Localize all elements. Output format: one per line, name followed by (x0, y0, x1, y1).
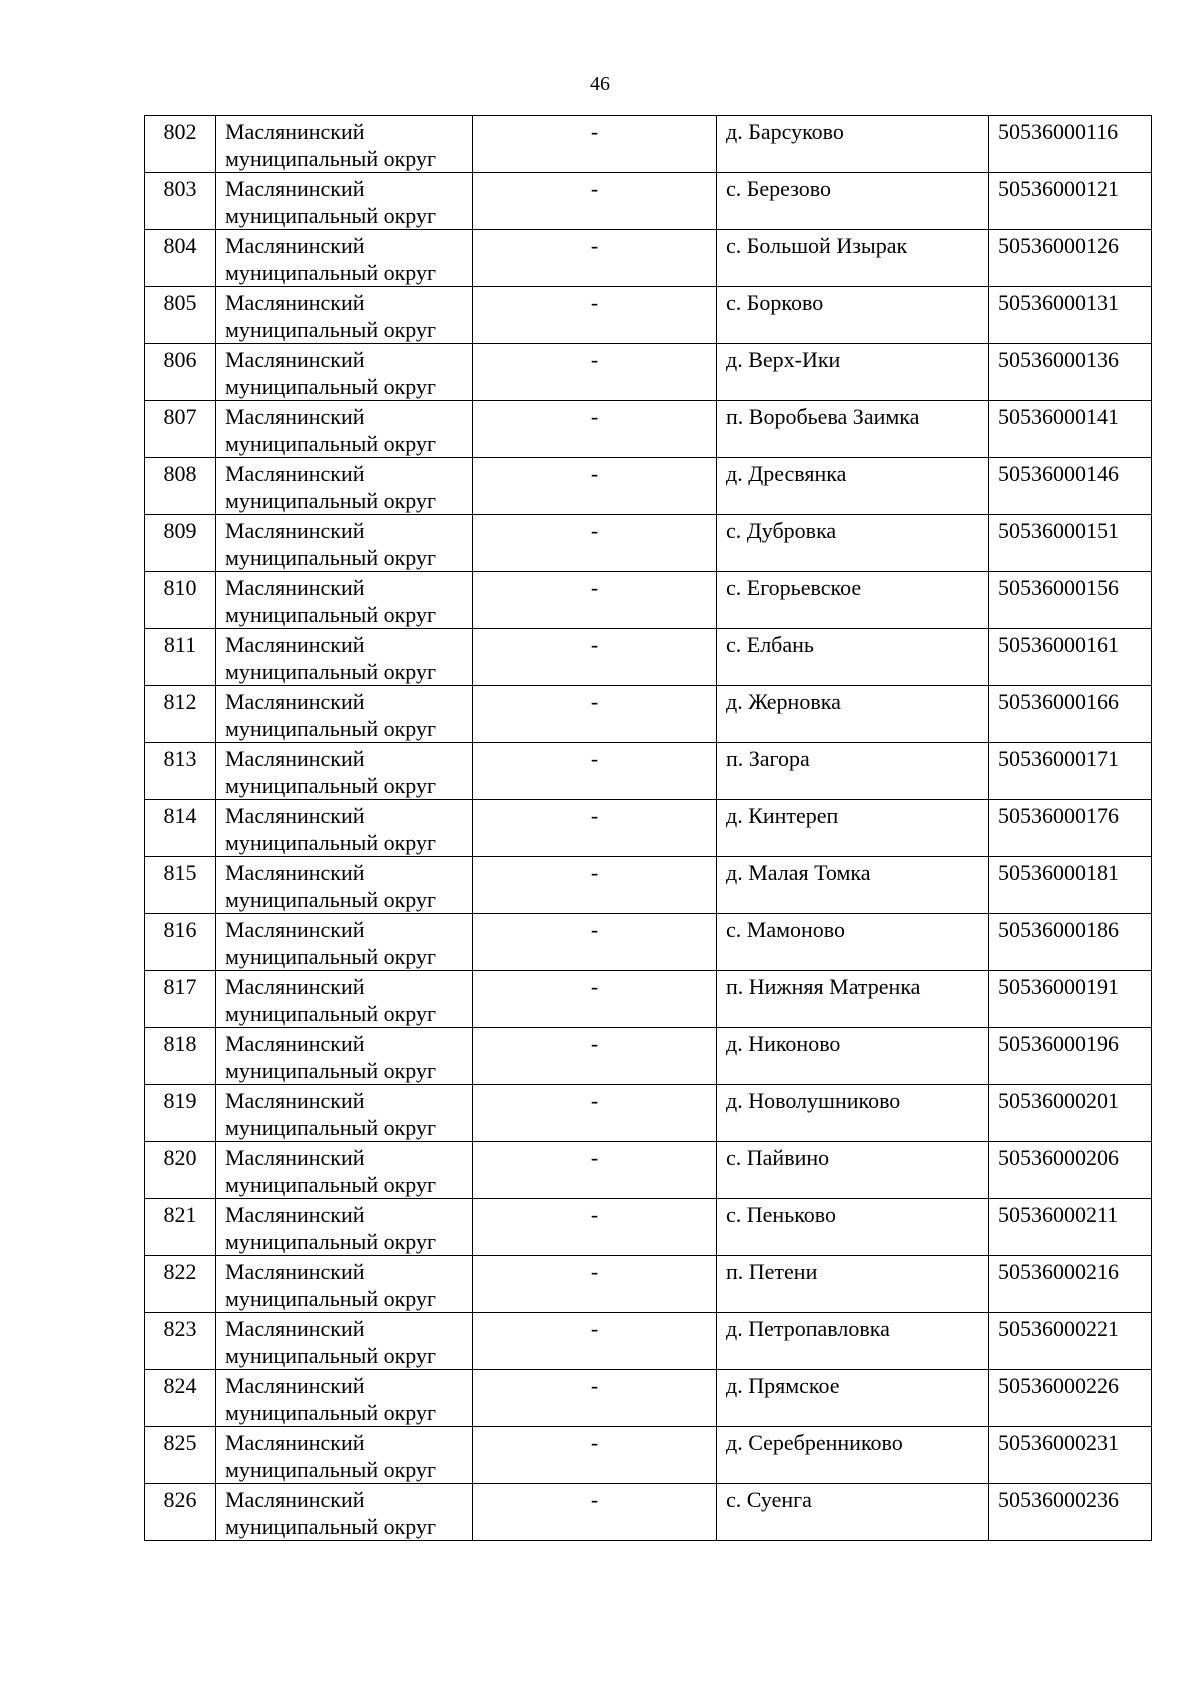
locality-cell: с. Дубровка (717, 515, 989, 572)
district-cell (216, 173, 473, 230)
settlement-cell: - (473, 1370, 717, 1427)
locality-cell: п. Петени (717, 1256, 989, 1313)
locality-cell: д. Барсуково (717, 116, 989, 173)
row-number-cell: 824 (145, 1370, 216, 1427)
district-line: муниципальный округ (225, 1058, 437, 1083)
oktmo-code-cell: 50536000161 (989, 629, 1152, 686)
district-cell (216, 686, 473, 743)
district-line: Маслянинский (225, 860, 365, 885)
table-row (145, 1427, 1152, 1484)
locality-cell: д. Верх-Ики (717, 344, 989, 401)
locality-cell: п. Нижняя Матренка (717, 971, 989, 1028)
locality-cell: с. Большой Изырак (717, 230, 989, 287)
locality-cell: с. Березово (717, 173, 989, 230)
district-cell (216, 458, 473, 515)
table-row (145, 458, 1152, 515)
district-line: Маслянинский (225, 974, 365, 999)
oktmo-code-cell: 50536000216 (989, 1256, 1152, 1313)
district-line: муниципальный округ (225, 1514, 437, 1539)
locality-cell: с. Егорьевское (717, 572, 989, 629)
district-line: Маслянинский (225, 1316, 365, 1341)
district-line: Маслянинский (225, 1430, 365, 1455)
oktmo-code-cell: 50536000171 (989, 743, 1152, 800)
row-number-cell: 820 (145, 1142, 216, 1199)
row-number-cell: 804 (145, 230, 216, 287)
district-line: муниципальный округ (225, 1229, 437, 1254)
table-row (145, 857, 1152, 914)
row-number-cell: 819 (145, 1085, 216, 1142)
district-line: Маслянинский (225, 290, 365, 315)
row-number-cell: 813 (145, 743, 216, 800)
district-line: муниципальный округ (225, 545, 437, 570)
district-line: муниципальный округ (225, 1343, 437, 1368)
oktmo-code-cell: 50536000166 (989, 686, 1152, 743)
district-cell (216, 1313, 473, 1370)
district-line: муниципальный округ (225, 146, 437, 171)
table-row (145, 230, 1152, 287)
table-row (145, 1028, 1152, 1085)
locality-cell: д. Дресвянка (717, 458, 989, 515)
row-number-cell: 822 (145, 1256, 216, 1313)
table-row (145, 1199, 1152, 1256)
settlement-cell: - (473, 458, 717, 515)
table-row (145, 1313, 1152, 1370)
row-number-cell: 808 (145, 458, 216, 515)
locality-cell: с. Мамоново (717, 914, 989, 971)
table-row (145, 344, 1152, 401)
settlement-cell: - (473, 116, 717, 173)
row-number-cell: 823 (145, 1313, 216, 1370)
district-line: муниципальный округ (225, 260, 437, 285)
locality-cell: д. Серебренниково (717, 1427, 989, 1484)
table-row (145, 401, 1152, 458)
district-line: Маслянинский (225, 917, 365, 942)
district-cell (216, 857, 473, 914)
row-number-cell: 817 (145, 971, 216, 1028)
district-line: муниципальный округ (225, 1400, 437, 1425)
district-cell (216, 116, 473, 173)
district-line: муниципальный округ (225, 1001, 437, 1026)
district-cell (216, 515, 473, 572)
settlement-cell: - (473, 1313, 717, 1370)
district-line: муниципальный округ (225, 374, 437, 399)
district-line: муниципальный округ (225, 1172, 437, 1197)
row-number-cell: 816 (145, 914, 216, 971)
locality-cell: д. Новолушниково (717, 1085, 989, 1142)
district-cell (216, 1256, 473, 1313)
oktmo-code-cell: 50536000206 (989, 1142, 1152, 1199)
settlement-cell: - (473, 1484, 717, 1541)
oktmo-code-cell: 50536000176 (989, 800, 1152, 857)
page-number: 46 (590, 73, 610, 95)
table-row (145, 629, 1152, 686)
settlement-cell: - (473, 1085, 717, 1142)
table-row (145, 116, 1152, 173)
district-line: Маслянинский (225, 233, 365, 258)
locality-cell: д. Кинтереп (717, 800, 989, 857)
oktmo-code-cell: 50536000236 (989, 1484, 1152, 1541)
table-row (145, 287, 1152, 344)
district-line: Маслянинский (225, 1202, 365, 1227)
settlement-cell: - (473, 344, 717, 401)
oktmo-code-cell: 50536000226 (989, 1370, 1152, 1427)
locality-cell: д. Прямское (717, 1370, 989, 1427)
settlement-cell: - (473, 230, 717, 287)
table-row (145, 1142, 1152, 1199)
district-cell (216, 1085, 473, 1142)
district-line: муниципальный округ (225, 944, 437, 969)
oktmo-code-cell: 50536000121 (989, 173, 1152, 230)
district-line: муниципальный округ (225, 716, 437, 741)
district-cell (216, 743, 473, 800)
row-number-cell: 812 (145, 686, 216, 743)
district-cell (216, 800, 473, 857)
oktmo-code-cell: 50536000131 (989, 287, 1152, 344)
oktmo-code-cell: 50536000221 (989, 1313, 1152, 1370)
row-number-cell: 807 (145, 401, 216, 458)
locality-cell: д. Малая Томка (717, 857, 989, 914)
district-line: муниципальный округ (225, 1115, 437, 1140)
settlement-cell: - (473, 401, 717, 458)
settlement-cell: - (473, 515, 717, 572)
district-line: муниципальный округ (225, 659, 437, 684)
district-line: Маслянинский (225, 1259, 365, 1284)
oktmo-code-cell: 50536000141 (989, 401, 1152, 458)
settlement-cell: - (473, 629, 717, 686)
oktmo-code-cell: 50536000136 (989, 344, 1152, 401)
oktmo-code-cell: 50536000181 (989, 857, 1152, 914)
registry-table (144, 115, 1152, 1541)
district-line: муниципальный округ (225, 887, 437, 912)
row-number-cell: 811 (145, 629, 216, 686)
row-number-cell: 805 (145, 287, 216, 344)
settlement-cell: - (473, 743, 717, 800)
district-cell (216, 344, 473, 401)
settlement-cell: - (473, 1427, 717, 1484)
district-line: Маслянинский (225, 1145, 365, 1170)
row-number-cell: 821 (145, 1199, 216, 1256)
locality-cell: д. Никоново (717, 1028, 989, 1085)
district-line: муниципальный округ (225, 488, 437, 513)
table-row (145, 800, 1152, 857)
settlement-cell: - (473, 800, 717, 857)
row-number-cell: 806 (145, 344, 216, 401)
district-line: Маслянинский (225, 1031, 365, 1056)
district-cell (216, 914, 473, 971)
table-row (145, 1085, 1152, 1142)
oktmo-code-cell: 50536000201 (989, 1085, 1152, 1142)
oktmo-code-cell: 50536000196 (989, 1028, 1152, 1085)
district-line: муниципальный округ (225, 602, 437, 627)
settlement-cell: - (473, 857, 717, 914)
locality-cell: с. Пайвино (717, 1142, 989, 1199)
row-number-cell: 826 (145, 1484, 216, 1541)
district-line: Маслянинский (225, 461, 365, 486)
district-line: Маслянинский (225, 404, 365, 429)
district-line: муниципальный округ (225, 1286, 437, 1311)
locality-cell: д. Петропавловка (717, 1313, 989, 1370)
oktmo-code-cell: 50536000151 (989, 515, 1152, 572)
oktmo-code-cell: 50536000116 (989, 116, 1152, 173)
oktmo-code-cell: 50536000156 (989, 572, 1152, 629)
registry-table-body (145, 116, 1152, 1541)
district-line: Маслянинский (225, 119, 365, 144)
district-cell (216, 1199, 473, 1256)
district-cell (216, 629, 473, 686)
row-number-cell: 809 (145, 515, 216, 572)
district-line: Маслянинский (225, 632, 365, 657)
district-line: Маслянинский (225, 803, 365, 828)
settlement-cell: - (473, 572, 717, 629)
oktmo-code-cell: 50536000126 (989, 230, 1152, 287)
district-line: Маслянинский (225, 689, 365, 714)
district-cell (216, 1427, 473, 1484)
district-line: Маслянинский (225, 518, 365, 543)
oktmo-code-cell: 50536000231 (989, 1427, 1152, 1484)
oktmo-code-cell: 50536000211 (989, 1199, 1152, 1256)
table-row (145, 515, 1152, 572)
district-cell (216, 230, 473, 287)
table-row (145, 971, 1152, 1028)
row-number-cell: 818 (145, 1028, 216, 1085)
district-cell (216, 1370, 473, 1427)
locality-cell: с. Суенга (717, 1484, 989, 1541)
settlement-cell: - (473, 1199, 717, 1256)
row-number-cell: 815 (145, 857, 216, 914)
district-cell (216, 401, 473, 458)
row-number-cell: 803 (145, 173, 216, 230)
district-line: Маслянинский (225, 1487, 365, 1512)
oktmo-code-cell: 50536000186 (989, 914, 1152, 971)
settlement-cell: - (473, 287, 717, 344)
district-line: Маслянинский (225, 347, 365, 372)
table-row (145, 1484, 1152, 1541)
locality-cell: с. Елбань (717, 629, 989, 686)
oktmo-code-cell: 50536000146 (989, 458, 1152, 515)
district-line: муниципальный округ (225, 773, 437, 798)
district-line: муниципальный округ (225, 317, 437, 342)
district-line: муниципальный округ (225, 830, 437, 855)
row-number-cell: 825 (145, 1427, 216, 1484)
settlement-cell: - (473, 1028, 717, 1085)
locality-cell: с. Борково (717, 287, 989, 344)
settlement-cell: - (473, 173, 717, 230)
district-cell (216, 1028, 473, 1085)
district-line: муниципальный округ (225, 1457, 437, 1482)
table-row (145, 686, 1152, 743)
row-number-cell: 810 (145, 572, 216, 629)
locality-cell: п. Загора (717, 743, 989, 800)
district-line: муниципальный округ (225, 431, 437, 456)
settlement-cell: - (473, 1256, 717, 1313)
district-cell (216, 287, 473, 344)
district-line: Маслянинский (225, 1088, 365, 1113)
settlement-cell: - (473, 971, 717, 1028)
locality-cell: д. Жерновка (717, 686, 989, 743)
district-line: Маслянинский (225, 176, 365, 201)
oktmo-code-cell: 50536000191 (989, 971, 1152, 1028)
locality-cell: п. Воробьева Заимка (717, 401, 989, 458)
table-row (145, 572, 1152, 629)
table-row (145, 743, 1152, 800)
district-cell (216, 1142, 473, 1199)
row-number-cell: 814 (145, 800, 216, 857)
district-line: Маслянинский (225, 575, 365, 600)
district-cell (216, 1484, 473, 1541)
table-row (145, 1370, 1152, 1427)
table-row (145, 914, 1152, 971)
district-cell (216, 572, 473, 629)
settlement-cell: - (473, 914, 717, 971)
table-row (145, 1256, 1152, 1313)
row-number-cell: 802 (145, 116, 216, 173)
district-line: Маслянинский (225, 746, 365, 771)
district-line: муниципальный округ (225, 203, 437, 228)
settlement-cell: - (473, 1142, 717, 1199)
settlement-cell: - (473, 686, 717, 743)
table-row (145, 173, 1152, 230)
district-line: Маслянинский (225, 1373, 365, 1398)
locality-cell: с. Пеньково (717, 1199, 989, 1256)
district-cell (216, 971, 473, 1028)
